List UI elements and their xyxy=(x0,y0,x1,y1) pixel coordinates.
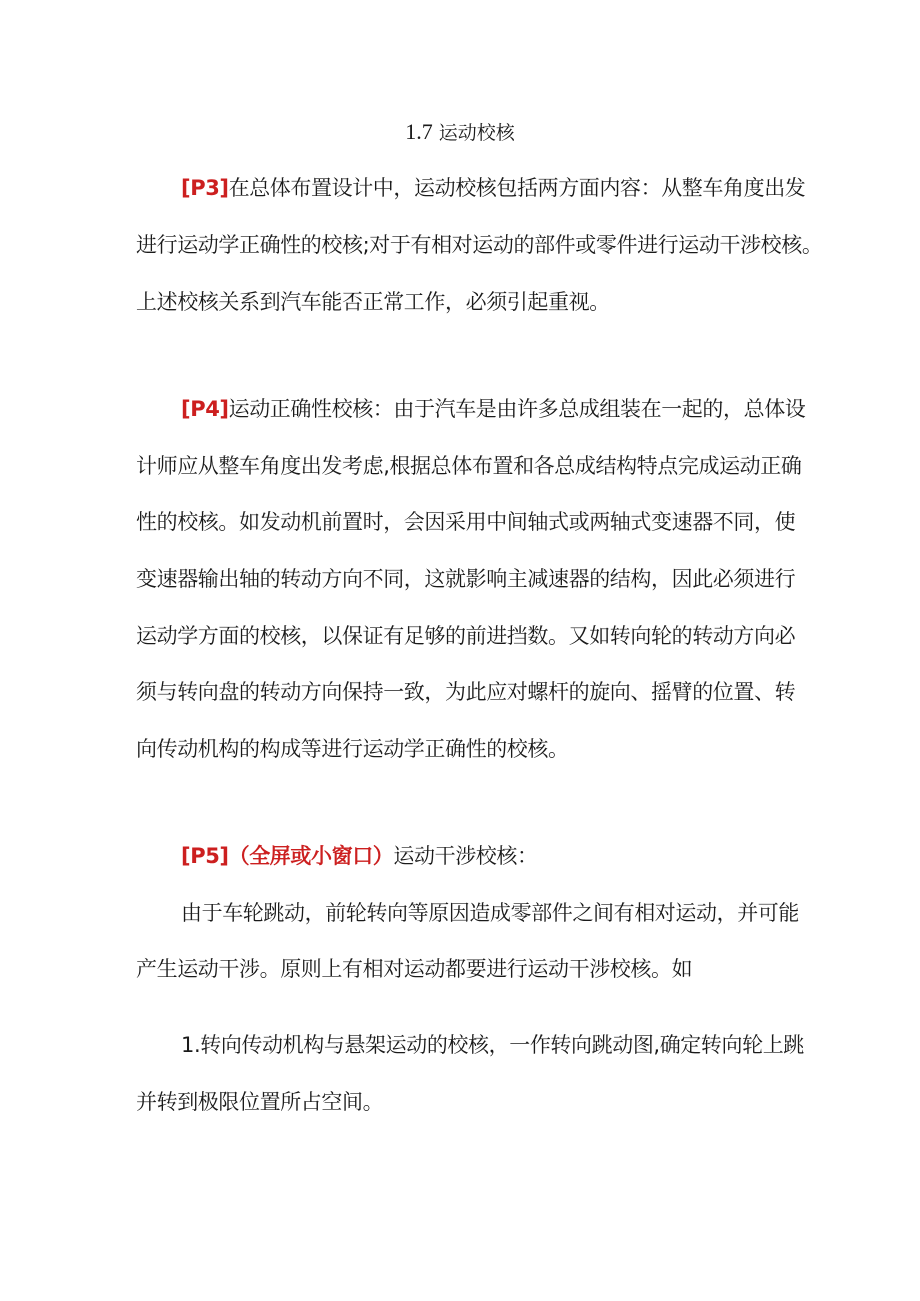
p5-heading-text: 运动干涉校核： xyxy=(393,844,538,868)
p4-line-7: 向传动机构的构成等进行运动学正确性的校核。 xyxy=(136,737,569,761)
p4-line-1 xyxy=(181,393,805,425)
p3-line-1 xyxy=(181,172,805,204)
p4-line-3: 性的校核。如发动机前置时，会因采用中间轴式或两轴式变速器不同，使 xyxy=(136,510,796,534)
p5-line-1: 由于车轮跳动，前轮转向等原因造成零部件之间有相对运动，并可能 xyxy=(181,901,799,925)
section-title: 运动校核 xyxy=(438,122,515,144)
p4-line-6: 须与转向盘的转动方向保持一致，为此应对螺杆的旋向、摇臂的位置、转 xyxy=(136,680,796,704)
p4-text-1: 运动正确性校核：由于汽车是由许多总成组装在一起的，总体设 xyxy=(228,397,806,421)
p3-line-2: 进行运动学正确性的校核;对于有相对运动的部件或零件进行运动干涉校核。 xyxy=(136,233,823,257)
p4-tag: [P4] xyxy=(181,397,229,421)
p4-line-5: 运动学方面的校核，以保证有足够的前进挡数。又如转向轮的转动方向必 xyxy=(136,624,796,648)
p5-heading-line xyxy=(181,840,538,872)
p4-line-4: 变速器输出轴的转动方向不同，这就影响主减速器的结构，因此必须进行 xyxy=(136,567,796,591)
item1-line-1: 1.转向传动机构与悬架运动的校核，一作转向跳动图,确定转向轮上跳 xyxy=(181,1033,804,1057)
p3-text-1: 在总体布置设计中，运动校核包括两方面内容：从整车角度出发 xyxy=(228,176,806,200)
p3-line-3: 上述校核关系到汽车能否正常工作，必须引起重视。 xyxy=(136,290,610,314)
p4-line-2: 计师应从整车角度出发考虑,根据总体布置和各总成结构特点完成运动正确 xyxy=(136,454,802,478)
p3-tag: [P3] xyxy=(181,176,229,200)
item1-line-2: 并转到极限位置所占空间。 xyxy=(136,1090,384,1114)
section-number: 1.7 xyxy=(405,119,433,144)
section-heading xyxy=(0,116,920,149)
p5-tag: [P5]（全屏或小窗口） xyxy=(181,844,394,868)
p5-line-2: 产生运动干涉。原则上有相对运动都要进行运动干涉校核。如 xyxy=(136,957,693,981)
